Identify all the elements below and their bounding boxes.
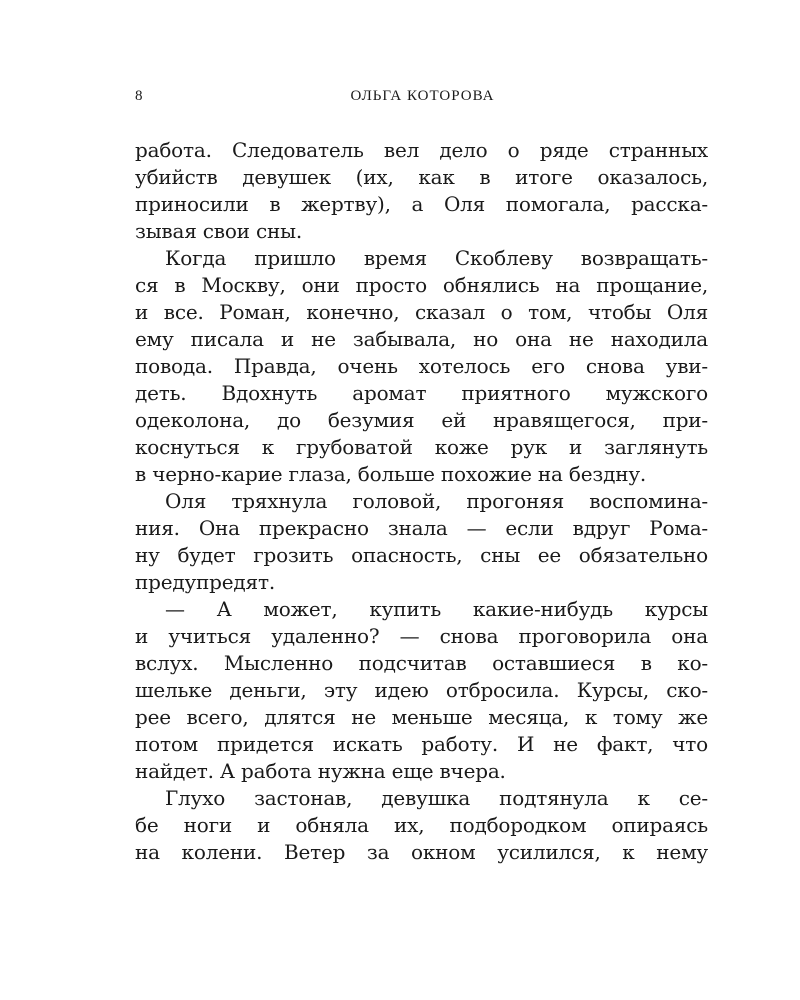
text-line: Когда пришло время Скоблеву возвращать- (165, 246, 708, 270)
text-line: убийств девушек (их, как в итоге оказалось, (135, 165, 708, 189)
text-line: приносили в жертву), а Оля помогала, расска- (135, 192, 708, 216)
paragraph-3 (135, 488, 708, 596)
text-line: ся в Москву, они просто обнялись на прощание, (135, 273, 708, 297)
text-line: рее всего, длятся не меньше месяца, к тому же (135, 705, 708, 729)
text-line: и учиться удаленно? — снова проговорила она (135, 624, 708, 648)
text-line: вслух. Мысленно подсчитав оставшиеся в ко- (135, 651, 708, 675)
text-line: и все. Роман, конечно, сказал о том, чтобы Оля (135, 300, 708, 324)
text-line: предупредят. (135, 570, 275, 594)
text-line: повода. Правда, очень хотелось его снова уви- (135, 354, 708, 378)
text-line: работа. Следователь вел дело о ряде странных (135, 138, 708, 162)
text-line: Глухо застонав, девушка подтянула к се- (165, 786, 708, 810)
paragraph-5 (135, 785, 708, 866)
body-text (135, 137, 708, 866)
text-line: одеколона, до безумия ей нравящегося, при- (135, 408, 708, 432)
text-line: бе ноги и обняла их, подбородком опираясь (135, 813, 708, 837)
text-line: ему писала и не забывала, но она не находила (135, 327, 708, 351)
book-author: ОЛЬГА КОТОРОВА (350, 88, 495, 104)
text-line: Оля тряхнула головой, прогоняя воспомина- (165, 489, 708, 513)
text-line: потом придется искать работу. И не факт, что (135, 732, 708, 756)
text-line: деть. Вдохнуть аромат приятного мужского (135, 381, 708, 405)
text-line: ну будет грозить опасность, сны ее обязательно (135, 543, 708, 567)
text-line: ния. Она прекрасно знала — если вдруг Рома- (135, 516, 708, 540)
text-line: найдет. А работа нужна еще вчера. (135, 759, 506, 783)
text-line: коснуться к грубоватой коже рук и заглянуть (135, 435, 708, 459)
text-line: зывая свои сны. (135, 219, 302, 243)
paragraph-4 (135, 596, 708, 785)
paragraph-2 (135, 245, 708, 488)
paragraph-1 (135, 137, 708, 245)
text-line: — А может, купить какие-нибудь курсы (165, 597, 708, 621)
text-line: в черно-карие глаза, больше похожие на бездну. (135, 462, 647, 486)
text-line: на колени. Ветер за окном усилился, к нему (135, 840, 708, 864)
page-number: 8 (135, 88, 143, 104)
running-head (135, 88, 710, 110)
text-line: шельке деньги, эту идею отбросила. Курсы, ско- (135, 678, 708, 702)
